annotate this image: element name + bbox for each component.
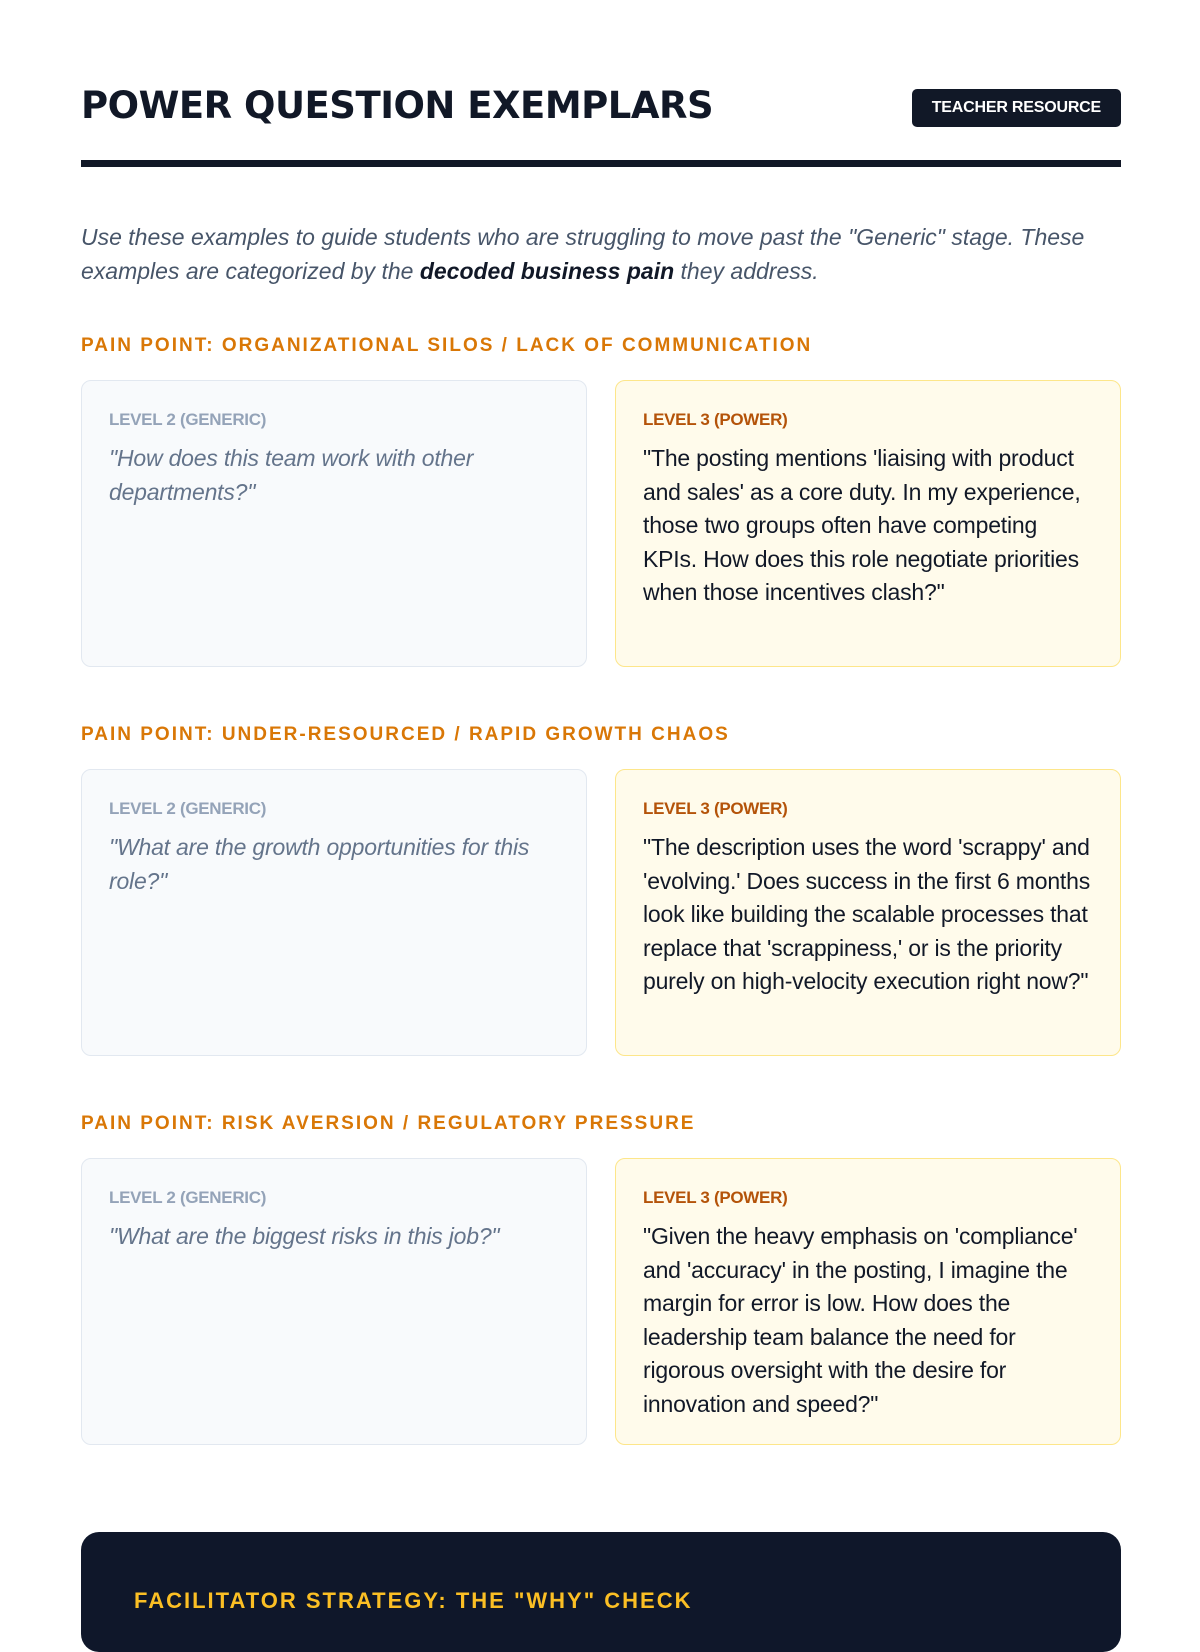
header-divider: [81, 160, 1121, 167]
generic-level-label: LEVEL 2 (GENERIC): [109, 1188, 267, 1207]
power-question-text: "The posting mentions 'liaising with product and sales' as a core duty. In my experience, those two groups often have competing KPIs. How does this role negotiate priorities when those incentives clash?": [643, 445, 1081, 605]
facilitator-strategy-panel: [81, 1532, 1121, 1652]
power-level-label: LEVEL 3 (POWER): [643, 799, 788, 818]
power-level-label: LEVEL 3 (POWER): [643, 1188, 788, 1207]
section-title: PAIN POINT: ORGANIZATIONAL SILOS / LACK OF COMMUNICATION: [81, 335, 813, 356]
generic-question-text: "How does this team work with other departments?": [109, 445, 474, 505]
page-title: POWER QUESTION EXEMPLARS: [81, 84, 714, 127]
teacher-resource-badge: TEACHER RESOURCE: [912, 89, 1121, 127]
intro-text-after: they address.: [674, 258, 819, 284]
generic-question-text: "What are the growth opportunities for this role?": [109, 834, 530, 894]
generic-level-label: LEVEL 2 (GENERIC): [109, 410, 267, 429]
power-question-text: "The description uses the word 'scrappy' and 'evolving.' Does success in the first 6 months look like building the scalable processes that replace that 'scrappiness,' or is the priority purely on high-velocity execution right now?": [643, 834, 1091, 994]
generic-question-card: [81, 380, 587, 667]
power-question-card: [615, 380, 1121, 667]
power-question-card: [615, 1158, 1121, 1445]
section-title: PAIN POINT: UNDER-RESOURCED / RAPID GROWTH CHAOS: [81, 724, 730, 745]
power-question-card: [615, 769, 1121, 1056]
intro-text-before: Use these examples to guide students who are struggling to move past the "Generic" stage. These examples are categorized by the: [81, 224, 1085, 284]
strategy-title: FACILITATOR STRATEGY: THE "WHY" CHECK: [134, 1588, 693, 1613]
generic-question-card: [81, 1158, 587, 1445]
page: [81, 0, 1121, 1613]
intro-emphasis: decoded business pain: [419, 258, 675, 284]
generic-question-card: [81, 769, 587, 1056]
generic-question-text: "What are the biggest risks in this job?": [109, 1223, 500, 1249]
section-title: PAIN POINT: RISK AVERSION / REGULATORY PRESSURE: [81, 1113, 696, 1134]
page-header: [81, 78, 1121, 138]
power-question-text: "Given the heavy emphasis on 'compliance' and 'accuracy' in the posting, I imagine the margin for error is low. How does the leadership team balance the need for rigorous oversight with the desire for innovation and speed?": [643, 1223, 1078, 1417]
generic-level-label: LEVEL 2 (GENERIC): [109, 799, 267, 818]
power-level-label: LEVEL 3 (POWER): [643, 410, 788, 429]
intro-paragraph: [81, 220, 1121, 288]
